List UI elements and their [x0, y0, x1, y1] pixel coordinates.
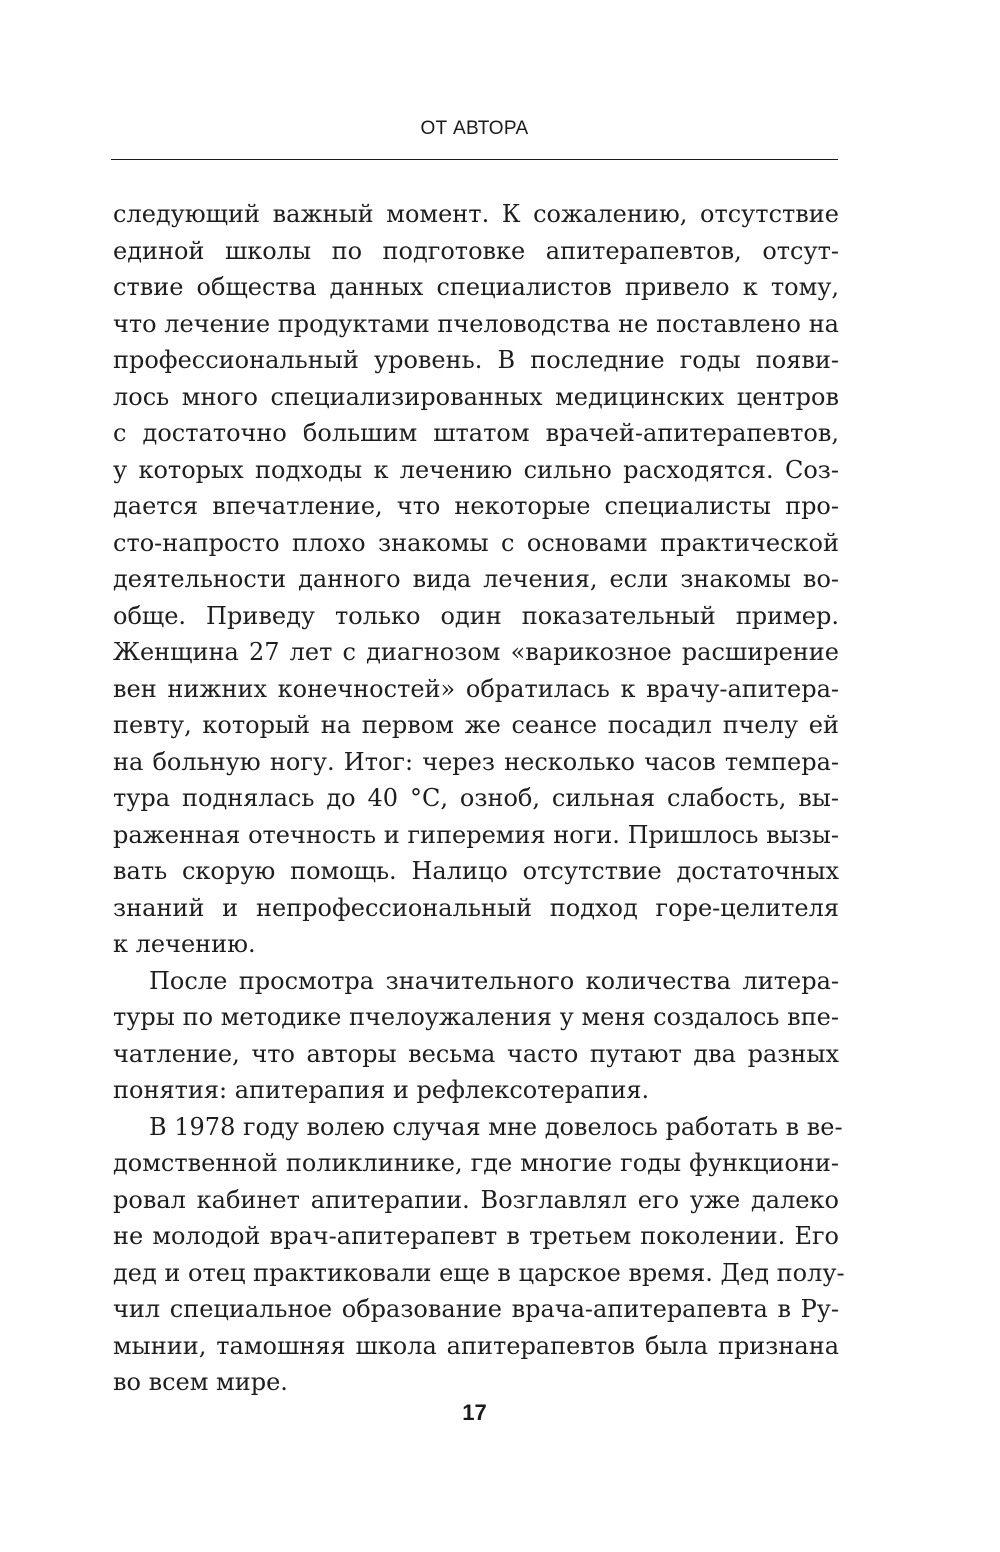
body-text	[113, 196, 845, 1401]
paragraph-2	[113, 963, 839, 1109]
paragraph-1	[113, 196, 839, 963]
text-line: обще. Приведу только один показательный пример.	[113, 601, 839, 630]
text-line: во всем мире.	[113, 1368, 288, 1396]
text-line: деятельности данного вида лечения, если знакомы во-	[113, 565, 839, 593]
text-line: вать скорую помощь. Налицо отсутствие достаточных	[113, 857, 839, 885]
text-line: тура поднялась до 40 °С, озноб, сильная слабость, вы-	[113, 784, 839, 812]
text-line: знаний и непрофессиональный подход горе-целителя	[113, 893, 839, 922]
text-line: вен нижних конечностей» обратилась к врачу-апитера-	[113, 674, 839, 703]
paragraph-3	[113, 1109, 845, 1401]
text-line: не молодой врач-апитерапевт в третьем поколении. Его	[113, 1222, 839, 1250]
text-line: у которых подходы к лечению сильно расходятся. Соз-	[113, 455, 839, 484]
text-line: После просмотра значительного количества литера-	[149, 966, 839, 995]
text-line: что лечение продуктами пчеловодства не поставлено на	[113, 309, 839, 338]
text-line: с достаточно большим штатом врачей-апитерапевтов,	[113, 419, 839, 447]
text-line: мынии, тамошняя школа апитерапевтов была признана	[113, 1331, 839, 1360]
text-line: туры по методике пчелоужаления у меня создалось впе-	[113, 1003, 839, 1031]
text-line: раженная отечность и гиперемия ноги. Пришлось вызы-	[113, 820, 839, 849]
text-line: ровал кабинет апитерапии. Возглавлял его уже далеко	[113, 1185, 839, 1214]
text-line: к лечению.	[113, 930, 256, 958]
text-line: дед и отец практиковали еще в царское время. Дед полу-	[113, 1258, 845, 1287]
text-line: на больную ногу. Итог: через несколько часов темпера-	[113, 747, 839, 776]
text-line: единой школы по подготовке апитерапевтов, отсут-	[113, 236, 839, 265]
text-line: домственной поликлинике, где многие годы функциони-	[113, 1149, 839, 1177]
text-line: Женщина 27 лет с диагнозом «варикозное расширение	[113, 638, 839, 666]
text-line: дается впечатление, что некоторые специалисты про-	[113, 492, 839, 520]
text-line: В 1978 году волею случая мне довелось работать в ве-	[149, 1112, 843, 1141]
text-line: следующий важный момент. К сожалению, отсутствие	[113, 200, 839, 228]
text-line: певту, который на первом же сеансе посадил пчелу ей	[113, 711, 839, 739]
text-line: чил специальное образование врача-апитерапевта в Ру-	[113, 1295, 839, 1323]
page-number: 17	[462, 1400, 487, 1425]
text-line: сто-напросто плохо знакомы с основами практической	[113, 528, 839, 557]
text-line: ствие общества данных специалистов привело к тому,	[113, 273, 839, 301]
text-line: понятия: апитерапия и рефлексотерапия.	[113, 1076, 650, 1104]
text-line: чатление, что авторы весьма часто путают два разных	[113, 1039, 839, 1068]
text-line: профессиональный уровень. В последние годы появи-	[113, 346, 839, 374]
text-line: лось много специализированных медицинских центров	[113, 382, 839, 411]
running-header: ОТ АВТОРА	[420, 118, 529, 139]
header-rule	[111, 159, 838, 160]
